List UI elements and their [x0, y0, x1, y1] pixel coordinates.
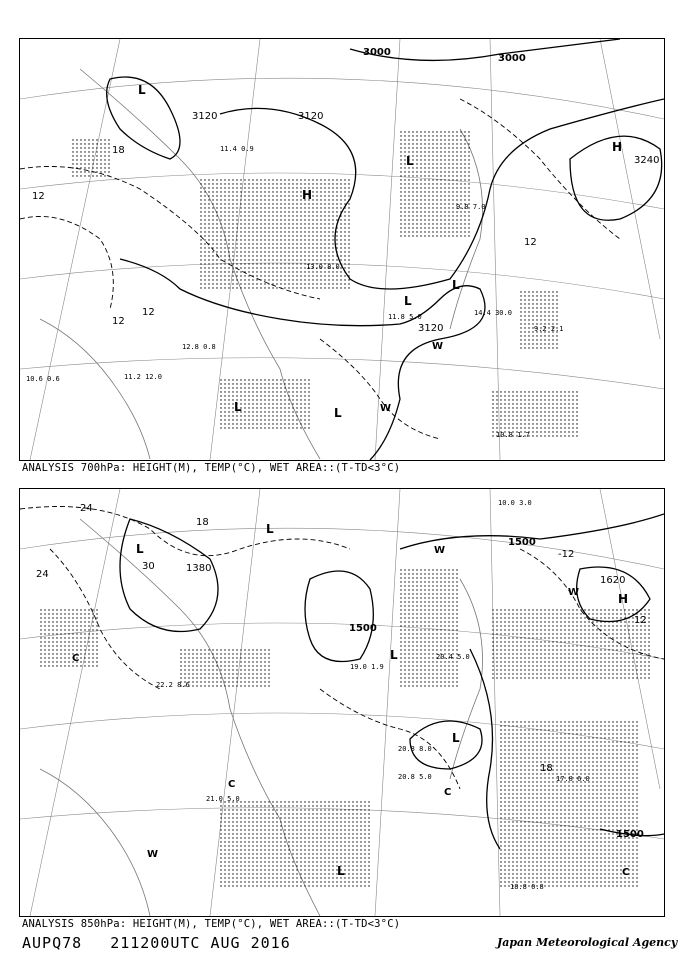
- low-marker: L: [136, 542, 144, 556]
- low-marker: L: [390, 648, 398, 662]
- low-marker: L: [406, 154, 414, 168]
- station-plot: 11.2 12.0: [124, 373, 162, 381]
- agency-name: Japan Meteorological Agency: [497, 936, 678, 949]
- caption-700hpa: ANALYSIS 700hPa: HEIGHT(M), TEMP(°C), WET AREA::(T-TD<3°C): [22, 462, 401, 474]
- station-plot: 20.8 5.0: [398, 773, 432, 781]
- station-plot: 10.6 0.6: [26, 375, 60, 383]
- low-marker: L: [266, 522, 274, 536]
- wet-areas: [40, 569, 650, 889]
- station-plot: 10.8 1.7: [496, 431, 530, 439]
- height-label: 1500: [508, 537, 536, 548]
- low-marker: L: [404, 294, 412, 308]
- map-700hpa-canvas: [20, 39, 664, 460]
- temp-label: 12: [634, 615, 647, 626]
- station-plot: 17.8 6.0: [556, 775, 590, 783]
- temp-label: 12: [32, 191, 45, 202]
- map-panel-700hpa: [19, 38, 665, 461]
- low-marker: L: [234, 400, 242, 414]
- station-plot: 9.2 2.1: [534, 325, 564, 333]
- station-plot: 20.8 8.0: [398, 745, 432, 753]
- temp-label: 12: [142, 307, 155, 318]
- station-plot: 22.2 8.6: [156, 681, 190, 689]
- temp-label: 18: [196, 517, 209, 528]
- station-plot: 13.0 8.0: [306, 263, 340, 271]
- high-marker: H: [612, 140, 623, 154]
- temp-label: 24: [80, 503, 93, 514]
- temp-label: 30: [142, 561, 155, 572]
- height-label: 1380: [186, 563, 212, 574]
- height-label: 1500: [616, 829, 644, 840]
- cold-marker: C: [444, 787, 452, 798]
- height-label: 3120: [192, 111, 218, 122]
- map-panel-850hpa: [19, 488, 665, 917]
- temp-label: 18: [540, 763, 553, 774]
- height-label: 1500: [349, 623, 377, 634]
- cold-marker: C: [72, 653, 80, 664]
- low-marker: L: [334, 406, 342, 420]
- warm-marker: W: [380, 403, 392, 414]
- wet-areas: [70, 129, 580, 439]
- station-plot: 9.0 7.0: [456, 203, 486, 211]
- station-plot: 18.8 0.8: [510, 883, 544, 891]
- chart-datetime: 211200UTC AUG 2016: [110, 934, 291, 952]
- station-plot: 10.0 3.0: [498, 499, 532, 507]
- station-plot: 20.4 5.0: [436, 653, 470, 661]
- height-label: 3240: [634, 155, 660, 166]
- cold-marker: C: [228, 779, 236, 790]
- station-plot: 11.8 5.0: [388, 313, 422, 321]
- height-label: 3000: [363, 47, 391, 58]
- temp-label: 24: [36, 569, 49, 580]
- temp-label: -12: [558, 549, 575, 560]
- cold-marker: C: [622, 867, 630, 878]
- warm-marker: W: [432, 341, 444, 352]
- chart-code: AUPQ78: [22, 934, 83, 952]
- station-plot: 19.0 1.9: [350, 663, 384, 671]
- station-plot: 21.0 5.0: [206, 795, 240, 803]
- height-label: 3120: [418, 323, 444, 334]
- low-marker: L: [452, 731, 460, 745]
- station-plot: 11.4 0.9: [220, 145, 254, 153]
- warm-marker: W: [147, 849, 159, 860]
- low-marker: L: [138, 83, 146, 97]
- temp-label: 18: [112, 145, 125, 156]
- high-marker: H: [618, 592, 629, 606]
- temp-label: 12: [524, 237, 537, 248]
- map-850hpa-canvas: [20, 489, 664, 916]
- height-label: 3120: [298, 111, 324, 122]
- warm-marker: W: [434, 545, 446, 556]
- height-label: 1620: [600, 575, 626, 586]
- low-marker: L: [452, 278, 460, 292]
- station-plot: 14.4 30.0: [474, 309, 512, 317]
- chart-id-footer: [22, 934, 291, 952]
- high-marker: H: [302, 188, 313, 202]
- temp-label: 12: [112, 316, 125, 327]
- height-label: 3000: [498, 53, 526, 64]
- height-contours: [107, 39, 664, 460]
- caption-850hpa: ANALYSIS 850hPa: HEIGHT(M), TEMP(°C), WET AREA::(T-TD<3°C): [22, 918, 401, 930]
- warm-marker: W: [568, 587, 580, 598]
- low-marker: L: [337, 864, 345, 878]
- station-plot: 12.8 0.8: [182, 343, 216, 351]
